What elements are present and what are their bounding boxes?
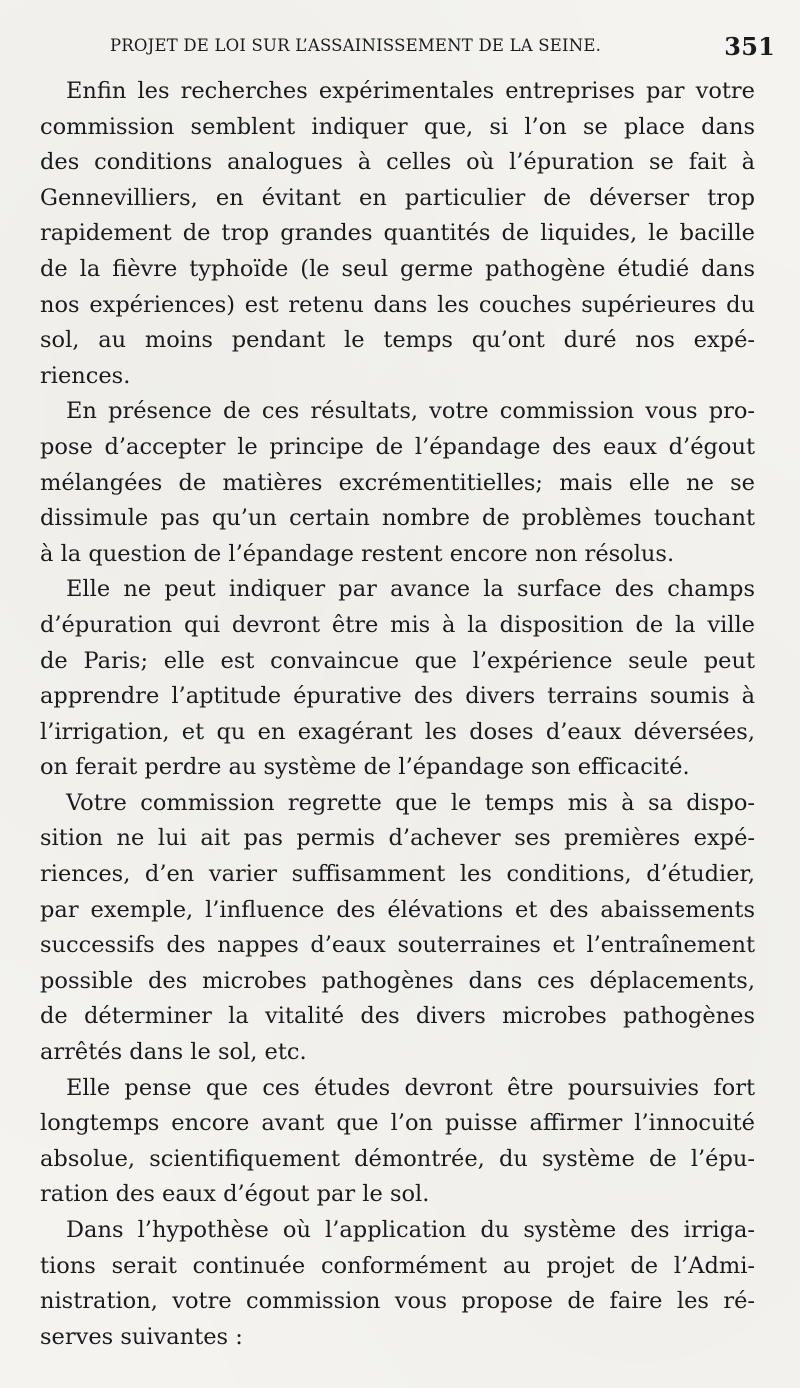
text-line: riences, d’en varier suffisamment les conditions, d’étudier,	[40, 861, 755, 888]
text-line: En présence de ces résultats, votre commission vous pro-	[66, 398, 755, 425]
text-line: arrêtés dans le sol, etc.	[40, 1039, 307, 1066]
paragraph	[40, 394, 755, 572]
text-line: de déterminer la vitalité des divers microbes pathogènes	[40, 1003, 755, 1030]
text-line: absolue, scientifiquement démontrée, du système de l’épu-	[40, 1145, 755, 1172]
text-line: Gennevilliers, en évitant en particulier de déverser trop	[40, 184, 755, 211]
text-line: d’épuration qui devront être mis à la disposition de la ville	[40, 611, 755, 638]
text-line: rapidement de trop grandes quantités de liquides, le bacille	[40, 220, 755, 247]
text-line: des conditions analogues à celles où l’épuration se fait à	[40, 149, 755, 176]
text-line: de Paris; elle est convaincue que l’expérience seule peut	[40, 647, 755, 674]
text-line: nos expériences) est retenu dans les couches supérieures du	[40, 291, 755, 318]
text-line: ration des eaux d’égout par le sol.	[40, 1181, 430, 1208]
text-line: sition ne lui ait pas permis d’achever ses premières expé-	[40, 825, 755, 852]
paragraph	[40, 74, 755, 394]
running-head	[110, 32, 775, 64]
paragraph	[40, 572, 755, 786]
text-line: Votre commission regrette que le temps mis à sa dispo-	[66, 789, 755, 816]
text-line: tions serait continuée conformément au projet de l’Admi-	[40, 1252, 755, 1279]
text-line: nistration, votre commission vous propose de faire les ré-	[40, 1288, 755, 1315]
paragraph	[40, 786, 755, 1071]
text-line: l’irrigation, et qu en exagérant les doses d’eaux déversées,	[40, 718, 755, 745]
text-line: possible des microbes pathogènes dans ces déplacements,	[40, 967, 755, 994]
text-line: à la question de l’épandage restent encore non résolus.	[40, 540, 675, 567]
body-text	[40, 74, 755, 1355]
text-line: on ferait perdre au système de l’épandage son efficacité.	[40, 754, 690, 781]
text-line: Enfin les recherches expérimentales entreprises par votre	[66, 78, 755, 104]
text-line: sol, au moins pendant le temps qu’ont duré nos expé-	[40, 327, 755, 354]
paragraph	[40, 1213, 755, 1355]
running-head-title: PROJET DE LOI SUR L’ASSAINISSEMENT DE LA SEINE.	[110, 36, 602, 55]
text-line: successifs des nappes d’eaux souterraines et l’entraînement	[40, 932, 755, 959]
text-line: serves suivantes :	[40, 1323, 243, 1350]
text-line: de la fièvre typhoïde (le seul germe pathogène étudié dans	[40, 255, 755, 282]
text-line: pose d’accepter le principe de l’épandage des eaux d’égout	[40, 433, 755, 460]
page-number: 351	[724, 32, 775, 61]
text-line: apprendre l’aptitude épurative des divers terrains soumis à	[40, 683, 755, 710]
text-line: commission semblent indiquer que, si l’on se place dans	[40, 113, 755, 140]
text-line: longtemps encore avant que l’on puisse affirmer l’innocuité	[40, 1110, 755, 1137]
text-line: Elle pense que ces études devront être poursuivies fort	[66, 1074, 755, 1101]
text-line: riences.	[40, 362, 131, 389]
paragraph	[40, 1071, 755, 1213]
text-line: Elle ne peut indiquer par avance la surface des champs	[66, 576, 755, 603]
text-line: dissimule pas qu’un certain nombre de problèmes touchant	[40, 505, 755, 532]
text-line: mélangées de matières excrémentitielles; mais elle ne se	[40, 469, 755, 496]
text-line: par exemple, l’influence des élévations et des abaissements	[40, 896, 755, 923]
text-line: Dans l’hypothèse où l’application du système des irriga-	[66, 1217, 755, 1243]
